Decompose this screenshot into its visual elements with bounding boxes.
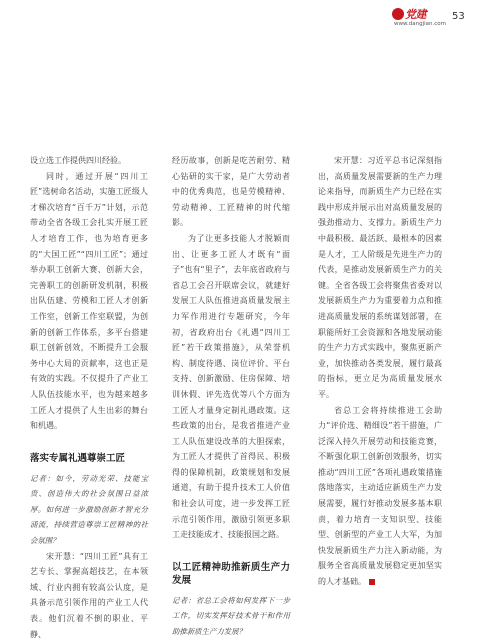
column-1 bbox=[30, 153, 148, 642]
interviewer-question: 记者：省总工会将如何发挥下一步工作，切实发挥好技术骨干和作用助推新质生产力发展？ bbox=[172, 595, 290, 637]
party-emblem-icon bbox=[392, 8, 404, 20]
paragraph: 为了让更多技能人才脱颖而出、让更多工匠人才既有“面子”也有“里子”，去年底省政府与省总工会召开联席会议，就建好发展工人队伍推进高质量发展主力军作用进行专题研究，今年初，省政府出台《礼遇“四川工匠”若干政策措施》，从荣誉机构、制度待遇、岗位评价、平台支持、创新激励、住房保障、培训休假、评先选优等八个方面为工匠人才量身定制礼遇政策。这些政策的出台，是我省推进产业工人队伍建设改革的大胆探索，为工匠人才提供了首得民、积极得的保障机制，政策规划和发展通道，有助于提升技术工人价值和社会认可度，进一步发挥工匠示范引领作用，激励引领更多职工走技能成才、技能报国之路。 bbox=[172, 233, 290, 540]
interviewee-answer: 宋开慧：“四川工匠”具有工艺专长、掌握高超技艺，在本领域、行业内拥有较高公认度，是具备示范引领作用的产业工人代表。他们沉着不倒的职业、平静、 bbox=[30, 551, 148, 639]
paragraph: 设立选工作提供四川经验。 bbox=[30, 156, 126, 165]
logo-text: 党建 bbox=[405, 8, 426, 21]
paragraph: 同时，通过开展“四川工匠”选树命名活动，实施工匠级人才梯次培育“百千万”计划，示范带动全省各级工会扎实开展工匠人才培育工作，也为培育更多的“大国工匠”“四川工匠”；通过举办职工创新大赛、创新大会，完善职工的创新研发机制，积极出队伍建、劳模和工匠人才创新工作室，创新工作室联盟，为创新的创新工作体系，多平台搭建职工创新创效，不断提升工会服务中心大局的贡献率，这也正是有效的实践。不仅提升了产业工人队伍技能水平，也为越来越多工匠人才提供了人生出彩的舞台和机遇。 bbox=[30, 171, 148, 431]
logo-url: www.dangjian.com bbox=[394, 21, 446, 27]
paragraph bbox=[318, 403, 442, 590]
interviewee-answer: 宋开慧：习近平总书记深刻指出，高质量发展需要新的生产力理论来指导，而新质生产力已经在实践中形成并展示出对高质量发展的强劲推动力、支撑力。新质生产力中最积极、最活跃、最根本的因素是人才，工人阶级是先进生产力的代表，是推动发展新质生产力的关键。全省各级工会将聚焦省委对以发展新质生产力为重要着力点和推进高质量发展的系统谋划部署，在职能所好工会资源和各地发展动能的生产力方式实践中，聚焦更新产业，加快推动各类发展，履行最高的指标，更立足为高质量发展水平。 bbox=[318, 156, 442, 399]
magazine-logo bbox=[392, 8, 444, 30]
interviewer-question: 记者：如今，劳动光荣、技能宝贵、创造伟大的社会氛围日益浓厚。如何进一步激励创新才智充分涌流，持续营造尊崇工匠精神的社会氛围？ bbox=[30, 473, 148, 546]
column-3 bbox=[318, 153, 442, 590]
section-heading: 以工匠精神助推新质生产力发展 bbox=[172, 561, 290, 586]
page-number: 53 bbox=[452, 11, 465, 22]
section-heading: 落实专属礼遇尊崇工匠 bbox=[30, 452, 126, 464]
end-mark-icon bbox=[369, 579, 375, 585]
paragraph: 经历故事，创新是吃苦耐劳、精心钻研的实干家，是广大劳动者中的优秀典范，也是劳模精神、劳动精神、工匠精神的时代缩影。 bbox=[172, 156, 290, 228]
paragraph-text: 省总工会将持续推进工会助力“评价选、精细设”若干措施，广泛深入持久开展劳动和技能竞赛，不断强化职工创新创效服务，切实推动“四川工匠”各项礼遇政策措施落地落实，主动适应新质生产力发展需要，履行好推动发展多基本职责，着力培育一支知识型、技能型、创新型的产业工人大军，为加快发展新质生产力注入新动能，为服务全省高质量发展稳定更加坚实的人才基础。 bbox=[318, 405, 442, 587]
column-2 bbox=[172, 153, 290, 640]
